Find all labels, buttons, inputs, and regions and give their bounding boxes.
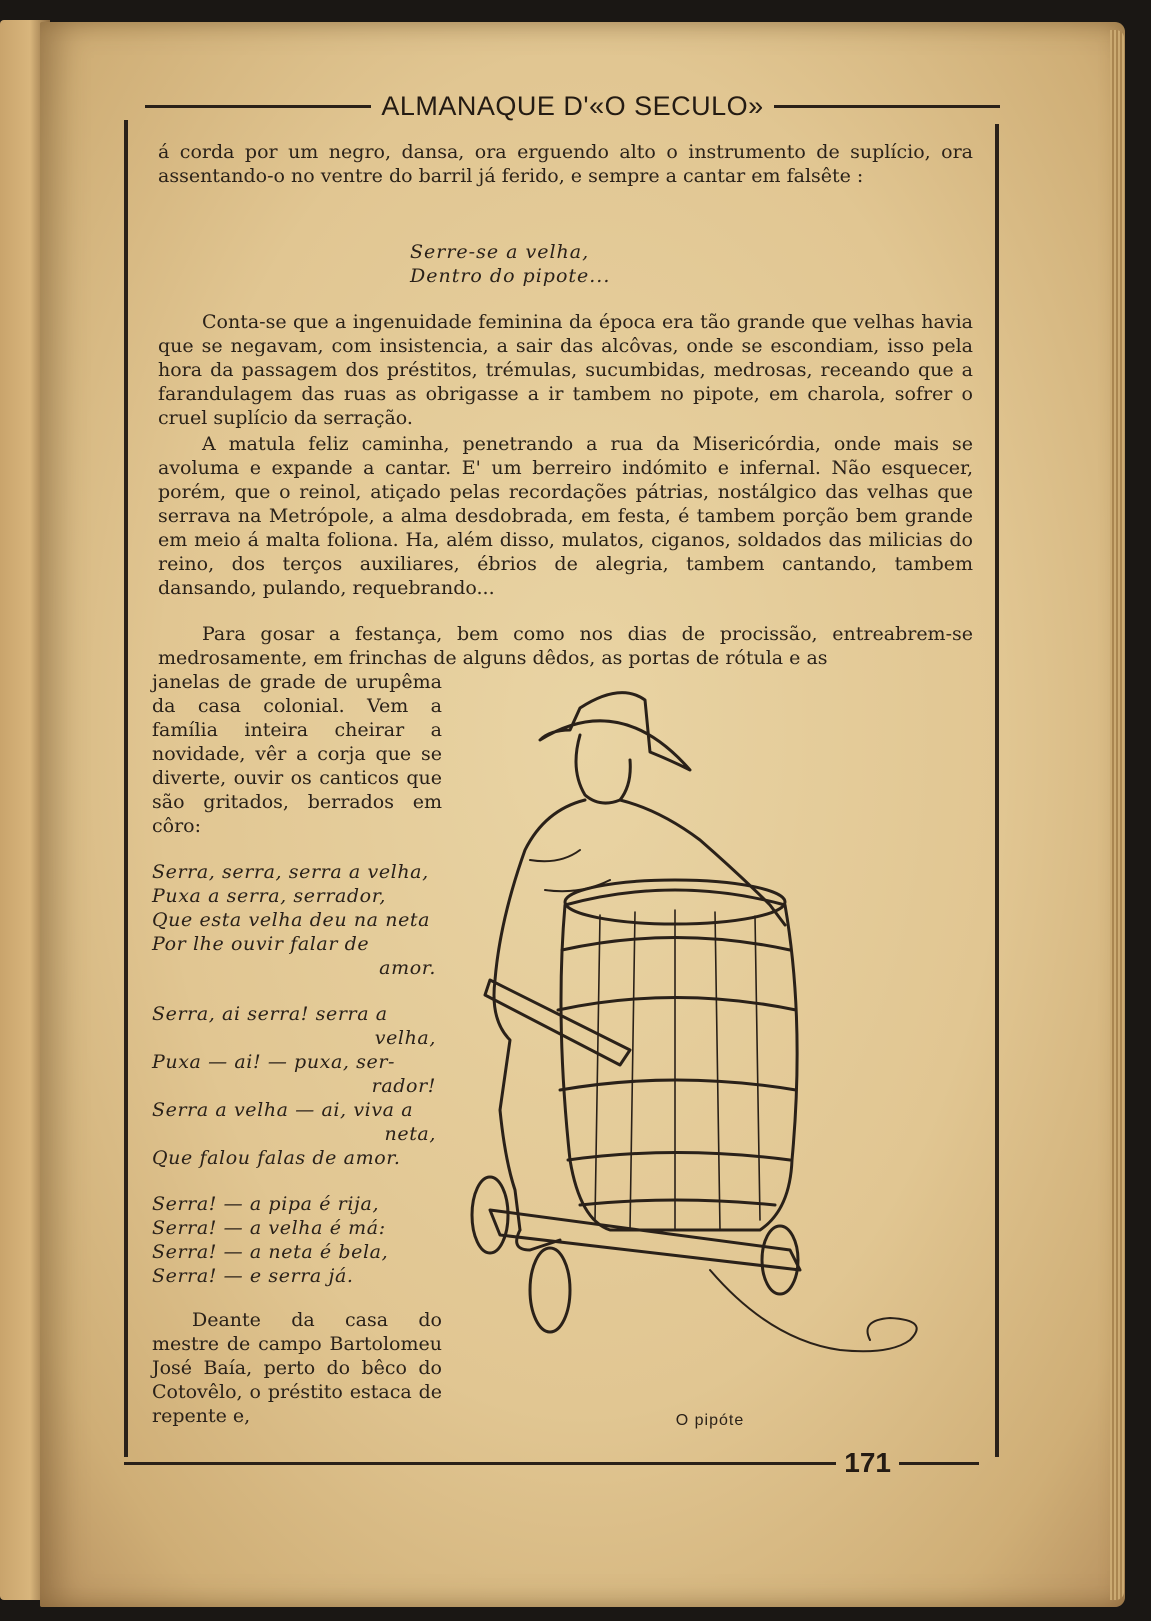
wheel-icon: [472, 1177, 508, 1253]
verse-line: Serra! — e serra já.: [152, 1265, 354, 1287]
header-title: ALMANAQUE D'«O SECULO»: [381, 90, 764, 121]
wheel-icon: [530, 1248, 570, 1332]
hat-icon: [540, 693, 690, 770]
verse-top: [410, 240, 610, 288]
right-arm-icon: [620, 800, 785, 925]
verse-line: velha,: [374, 1027, 436, 1049]
head-icon: [576, 735, 630, 803]
frame-left-rule: [124, 120, 128, 1457]
verse-line: Por lhe ouvir falar de: [152, 933, 370, 955]
verse-line: Puxa a serra, serrador,: [152, 885, 386, 907]
verse-line: amor.: [379, 957, 436, 979]
left-column: [152, 670, 442, 1428]
verse-line: Serra, serra, serra a velha,: [152, 861, 429, 883]
page-stack-edge: [1110, 30, 1124, 1600]
verse-line: Serra! — a neta é bela,: [152, 1241, 389, 1263]
paragraph-matula: A matula feliz caminha, penetrando a rua da Misericórdia, onde mais se avoluma e expande a cantar. E' um berreiro indómito e infernal. Não esquecer, porém, que o reinol, atiçado pelas recordações pátrias, nostálgico das velhas que serrava na Metrópole, a alma desdobrada, em festa, é tambem porção bem grande em meio á malta foliona. Ha, além disso, mulatos, ciganos, soldados das milicias do reino, dos terços auxiliares, ébrios de alegria, tambem cantando, tambem dansando, pulando, requebrando...: [158, 433, 973, 599]
page-footer: [124, 1446, 979, 1480]
stanza-1: [152, 860, 442, 980]
running-header: [145, 88, 1000, 124]
illustration-caption: O pipóte: [675, 1412, 745, 1429]
left-column-final-paragraph: Deante da casa do mestre de campo Bartolomeu José Baía, perto do bêco do Cotovêlo, o préstito estaca de repente e,: [152, 1309, 442, 1427]
header-rule-left: [145, 105, 371, 108]
header-rule-right: [774, 105, 1000, 108]
verse-line: Puxa — ai! — puxa, ser-: [152, 1051, 396, 1073]
verse-line: rador!: [371, 1075, 436, 1097]
footer-rule-right: [899, 1462, 979, 1465]
verse-line: Serra, ai serra! serra a: [152, 1003, 388, 1025]
paragraph-conta-se: Conta-se que a ingenuidade feminina da época era tão grande que velhas havia que se negavam, com insistencia, a sair das alcôvas, onde se escondiam, isso pela hora da passagem dos préstitos, trémulas, sucumbidas, medrosas, receando que a farandulagem das ruas as obrigasse a ir tambem no pipote, em charola, sofrer o cruel suplício da serração.: [158, 311, 973, 429]
verse-line: Que falou falas de amor.: [152, 1147, 401, 1169]
rope-icon: [710, 1270, 917, 1351]
verse-top-line: Serre-se a velha,: [410, 241, 590, 263]
verse-line: Serra! — a pipa é rija,: [152, 1193, 380, 1215]
pipote-illustration: [470, 690, 960, 1400]
paragraph-festanca: Para gosar a festança, bem como nos dias de procissão, entreabrem-se medrosamente, em frinchas de alguns dêdos, as portas de rótula e as: [158, 623, 973, 669]
stanza-2: [152, 1002, 442, 1170]
stanza-3: [152, 1192, 442, 1288]
verse-line: Serra a velha — ai, viva a: [152, 1099, 414, 1121]
wheel-icon: [762, 1226, 798, 1294]
verse-top-line: Dentro do pipote...: [410, 265, 611, 287]
intro-paragraph: á corda por um negro, dansa, ora erguendo alto o instrumento de suplício, ora assentando-o no ventre do barril já ferido, e sempre a cantar em falsête :: [158, 141, 973, 187]
verse-line: Serra! — a velha é má:: [152, 1217, 386, 1239]
frame-right-rule: [995, 124, 999, 1457]
footer-rule-left: [124, 1462, 836, 1465]
verse-line: Que esta velha deu na neta: [152, 909, 431, 931]
left-column-continuation: janelas de grade de urupêma da casa colonial. Vem a família inteira cheirar a novidade, vêr a corja que se diverte, ouvir os canticos que são gritados, berrados em côro:: [152, 671, 442, 837]
page-number: 171: [844, 1447, 891, 1478]
verse-line: neta,: [384, 1123, 436, 1145]
